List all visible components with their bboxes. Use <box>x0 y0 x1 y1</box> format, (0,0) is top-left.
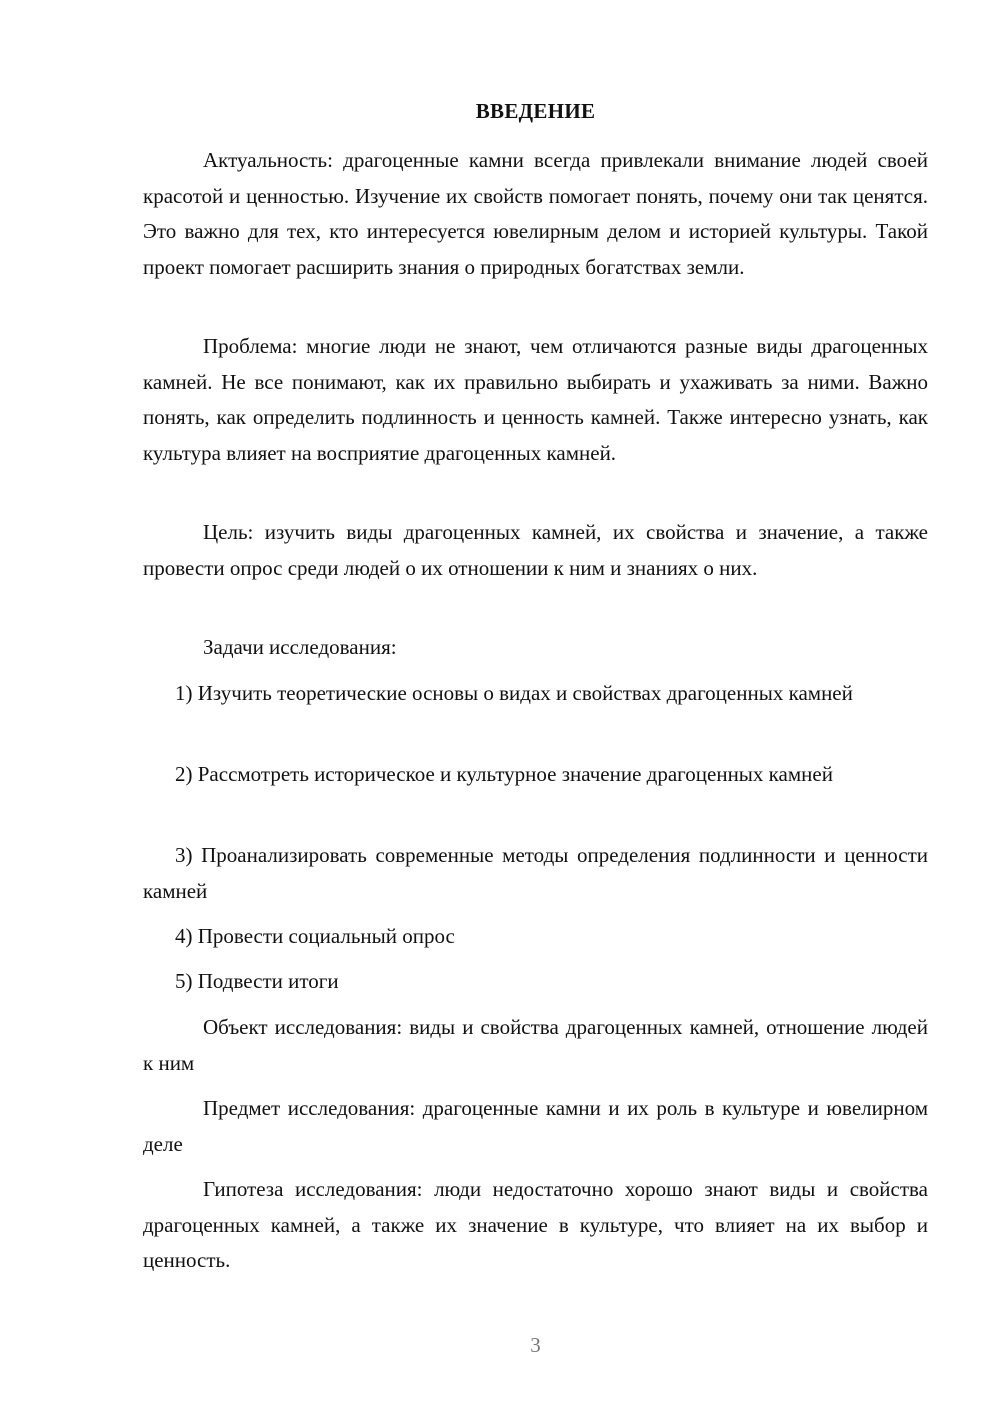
problem-paragraph: Проблема: многие люди не знают, чем отличаются разные виды драгоценных камней. Не все понимают, как их правильно выбирать и ухаживать за ними. Важно понять, как определить подлинность и ценность камней. Также интересно узнать, как культура влияет на восприятие драгоценных камней. <box>143 334 928 465</box>
object-paragraph: Объект исследования: виды и свойства драгоценных камней, отношение людей к ним <box>143 1015 928 1075</box>
task-item-2: 2) Рассмотреть историческое и культурное значение драгоценных камней <box>175 762 833 786</box>
tasks-heading: Задачи исследования: <box>203 635 397 659</box>
subject-paragraph: Предмет исследования: драгоценные камни и их роль в культуре и ювелирном деле <box>143 1096 928 1156</box>
task-item-4: 4) Провести социальный опрос <box>175 924 455 948</box>
document-page <box>143 0 928 1414</box>
relevance-paragraph: Актуальность: драгоценные камни всегда привлекали внимание людей своей красотой и ценностью. Изучение их свойств помогает понять, почему они так ценятся. Это важно для тех, кто интересуется ювелирным делом и историей культуры. Такой проект помогает расширить знания о природных богатствах земли. <box>143 148 928 279</box>
task-item-5: 5) Подвести итоги <box>175 969 339 993</box>
goal-paragraph: Цель: изучить виды драгоценных камней, их свойства и значение, а также провести опрос среди людей о их отношении к ним и знаниях о них. <box>143 520 928 580</box>
hypothesis-paragraph: Гипотеза исследования: люди недостаточно хорошо знают виды и свойства драгоценных камней, а также их значение в культуре, что влияет на их выбор и ценность. <box>143 1177 928 1272</box>
task-item-3: 3) Проанализировать современные методы определения подлинности и ценности камней <box>143 843 928 903</box>
page-number: 3 <box>530 1333 541 1357</box>
task-item-1: 1) Изучить теоретические основы о видах и свойствах драгоценных камней <box>175 681 853 705</box>
page-title: ВВЕДЕНИЕ <box>475 99 596 123</box>
